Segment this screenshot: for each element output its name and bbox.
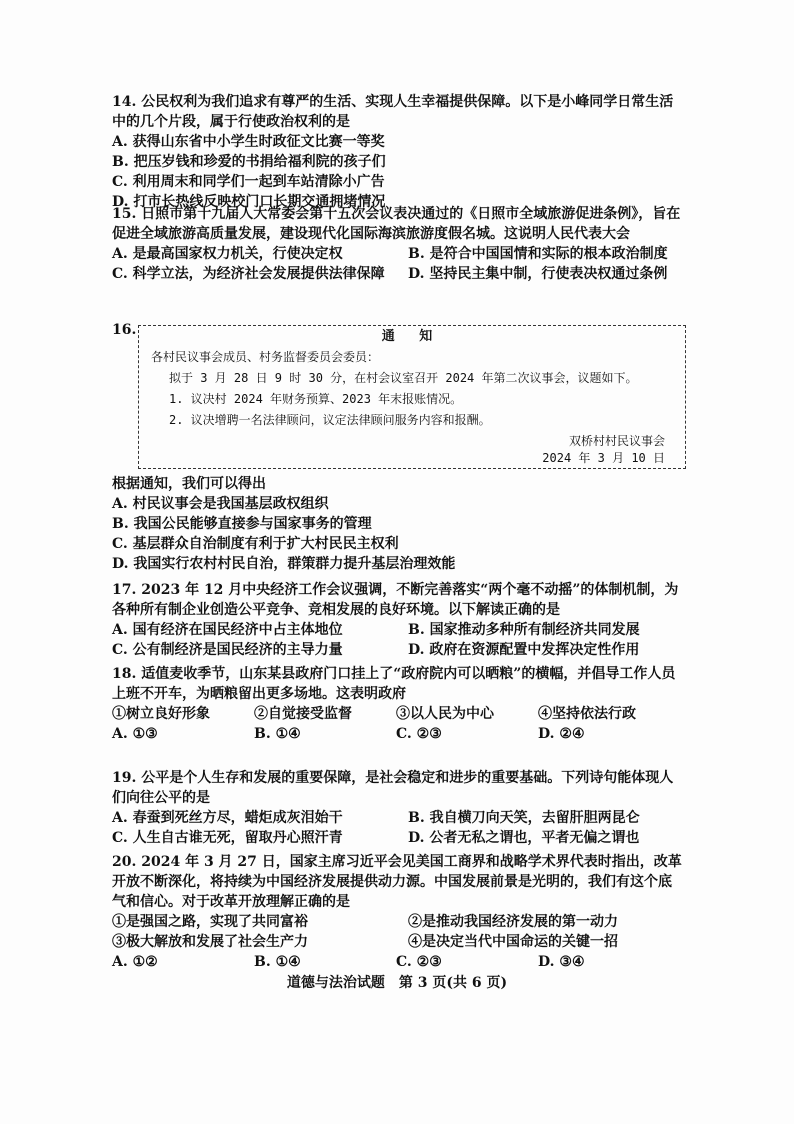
option-a: A. ①② [112,954,158,970]
question-stem: 19. 公平是个人生存和发展的重要保障，是社会稳定和进步的重要基础。下列诗句能体现人们向往公平的是 [112,770,674,806]
notice-body: 拟于 3 月 28 日 9 时 30 分，在村会议室召开 2024 年第二次议事会，议题如下。 [169,371,638,385]
option-b: B. 是符合中国国情和实际的根本政治制度 [408,246,668,262]
option-b: B. 国家推动多种所有制经济共同发展 [408,622,640,638]
option-c: C. ②③ [396,726,442,742]
option-c: C. ②③ [396,954,442,970]
option-a: A. 村民议事会是我国基层政权组织 [112,496,329,512]
page-footer: 道德与法治试题 第 3 页(共 6 页) [286,975,508,991]
question-20 [112,852,682,972]
statement-1: ①是强国之路，实现了共同富裕 [112,914,308,930]
notice-signature: 双桥村村民议事会 [568,434,665,448]
option-d: D. 政府在资源配置中发挥决定性作用 [408,642,640,658]
statement-4: ④是决定当代中国命运的关键一招 [408,934,618,950]
option-c: C. 利用周末和同学们一起到车站清除小广告 [112,174,385,190]
option-a: A. ①③ [112,726,158,742]
notice-date: 2024 年 3 月 10 日 [542,451,665,465]
option-b: B. ①④ [254,954,301,970]
notice-item-2: 2. 议决增聘一名法律顾问，议定法律顾问服务内容和报酬。 [169,413,491,427]
statement-4: ④坚持依法行政 [538,706,636,722]
question-stem: 15. 日照市第十九届人大常委会第十五次会议表决通过的《日照市全域旅游促进条例》，旨在促进全域旅游高质量发展，建设现代化国际海滨旅游度假名城。这说明人民代表大会 [112,206,681,242]
statement-2: ②是推动我国经济发展的第一动力 [408,914,618,930]
option-d: D. ②④ [538,726,585,742]
question-15 [112,204,682,284]
option-d: D. 我国实行农村村民自治，群策群力提升基层治理效能 [112,556,456,572]
statement-1: ①树立良好形象 [112,706,210,722]
notice-item-1: 1. 议决村 2024 年财务预算、2023 年末报账情况。 [169,392,463,406]
statement-2: ②自觉接受监督 [254,706,352,722]
option-c: C. 公有制经济是国民经济的主导力量 [112,642,343,658]
question-stem: 14. 公民权利为我们追求有尊严的生活、实现人生幸福提供保障。以下是小峰同学日常生活中的几个片段，属于行使政治权利的是 [112,94,674,130]
question-18 [112,664,682,744]
option-d: D. 公者无私之谓也，平者无偏之谓也 [408,830,640,846]
statement-3: ③以人民为中心 [396,706,494,722]
option-b: B. 我自横刀向天笑，去留肝胆两昆仑 [408,810,640,826]
option-d: D. 打市长热线反映校门口长期交通拥堵情况 [112,194,386,210]
option-b: B. 我国公民能够直接参与国家事务的管理 [112,516,372,532]
notice-title: 通 知 [381,329,443,344]
question-16-number: 16. [112,322,137,338]
question-stem: 根据通知，我们可以得出 [112,476,266,492]
question-17 [112,580,682,660]
notice-recipients: 各村民议事会成员、村务监督委员会委员： [151,350,380,364]
option-a: A. 春蚕到死丝方尽，蜡炬成灰泪始干 [112,810,343,826]
option-a: A. 是最高国家权力机关，行使决定权 [112,246,343,262]
question-19 [112,768,682,848]
question-stem: 18. 适值麦收季节，山东某县政府门口挂上了“政府院内可以晒粮”的横幅，并倡导工作人员上班不开车，为晒粮留出更多场地。这表明政府 [112,666,676,702]
question-stem: 20. 2024 年 3 月 27 日，国家主席习近平会见美国工商界和战略学术界代表时指出，改革开放不断深化，将持续为中国经济发展提供动力源。中国发展前景是光明的，我们有这个底气和信心。对于改革开放理解正确的是 [112,854,682,910]
option-a: A. 国有经济在国民经济中占主体地位 [112,622,343,638]
option-c: C. 人生自古谁无死，留取丹心照汗青 [112,830,343,846]
question-stem: 17. 2023 年 12 月中央经济工作会议强调，不断完善落实“两个毫不动摇”的体制机制，为各种所有制企业创造公平竞争、竞相发展的良好环境。以下解读正确的是 [112,582,679,618]
option-c: C. 科学立法，为经济社会发展提供法律保障 [112,266,385,282]
option-a: A. 获得山东省中小学生时政征文比赛一等奖 [112,134,385,150]
question-16 [112,474,682,574]
notice-box [138,325,686,469]
statement-3: ③极大解放和发展了社会生产力 [112,934,308,950]
option-c: C. 基层群众自治制度有利于扩大村民民主权利 [112,536,399,552]
question-14 [112,92,682,212]
option-b: B. 把压岁钱和珍爱的书捐给福利院的孩子们 [112,154,386,170]
option-d: D. 坚持民主集中制，行使表决权通过条例 [408,266,668,282]
option-d: D. ③④ [538,954,585,970]
option-b: B. ①④ [254,726,301,742]
